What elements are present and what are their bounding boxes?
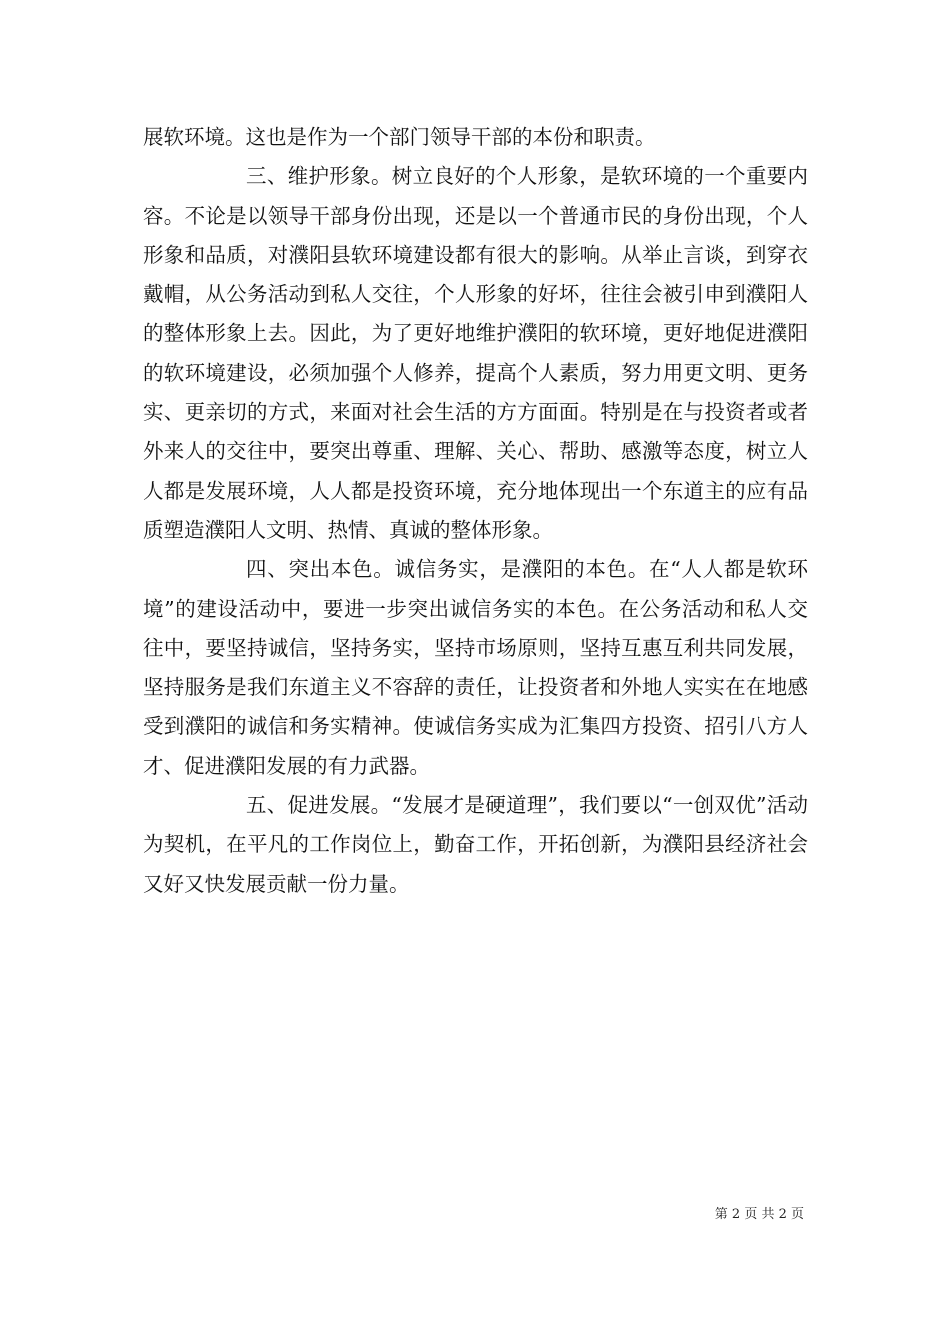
- paragraph-section-5: 五、促进发展。“发展才是硬道理”，我们要以“一创双优”活动为契机，在平凡的工作岗位上，勤奋工作，开拓创新，为濮阳县经济社会又好又快发展贡献一份力量。: [143, 793, 808, 896]
- document-body: [143, 118, 808, 904]
- paragraph-section-4: 四、突出本色。诚信务实，是濮阳的本色。在“人人都是软环境”的建设活动中，要进一步突出诚信务实的本色。在公务活动和私人交往中，要坚持诚信，坚持务实，坚持市场原则，坚持互惠互利共同发展，坚持服务是我们东道主义不容辞的责任，让投资者和外地人实实在在地感受到濮阳的诚信和务实精神。使诚信务实成为汇集四方投资、招引八方人才、促进濮阳发展的有力武器。: [143, 557, 808, 778]
- page-number-footer: 第 2 页 共 2 页: [714, 1207, 804, 1222]
- paragraph-continuation: 展软环境。这也是作为一个部门领导干部的本份和职责。: [143, 125, 656, 149]
- paragraph-section-3: 三、维护形象。树立良好的个人形象，是软环境的一个重要内容。不论是以领导干部身份出现，还是以一个普通市民的身份出现，个人形象和品质，对濮阳县软环境建设都有很大的影响。从举止言谈，到穿衣戴帽，从公务活动到私人交往，个人形象的好坏，往往会被引申到濮阳人的整体形象上去。因此，为了更好地维护濮阳的软环境，更好地促进濮阳的软环境建设，必须加强个人修养，提高个人素质，努力用更文明、更务实、更亲切的方式，来面对社会生活的方方面面。特别是在与投资者或者外来人的交往中，要突出尊重、理解、关心、帮助、感激等态度，树立人人都是发展环境，人人都是投资环境，充分地体现出一个东道主的应有品质塑造濮阳人文明、热情、真诚的整体形象。: [143, 164, 808, 542]
